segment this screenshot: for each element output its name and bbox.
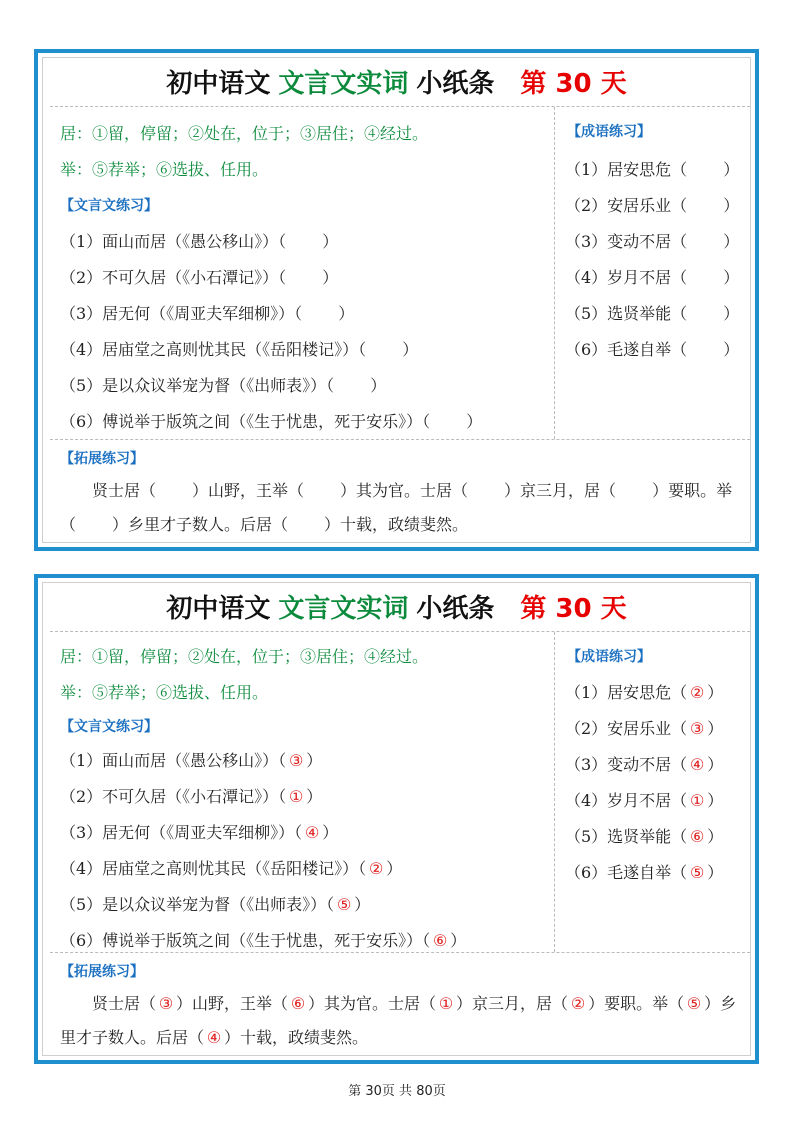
- idiom-answer-item: （4）岁月不居（ ① ）: [565, 791, 724, 810]
- left-column: [50, 632, 555, 952]
- answer-mark: ①: [289, 787, 304, 806]
- exercise-card-inner: [42, 57, 751, 543]
- title-type: 小纸条: [416, 69, 495, 99]
- answer-card: [34, 574, 759, 1064]
- exercise-card: [34, 49, 759, 551]
- answer-mark: ⑤: [690, 863, 705, 882]
- idiom-answer-item: （3）变动不居（ ④ ）: [565, 755, 724, 774]
- right-column: [555, 632, 750, 952]
- classical-section-tag: 【文言文练习】: [60, 719, 158, 735]
- title-topic: 文言文实词: [278, 594, 409, 624]
- title-subject: 初中语文: [166, 594, 271, 624]
- answer-mark: ②: [369, 859, 384, 878]
- extension-section: [50, 438, 750, 542]
- classical-item: （1）面山而居（《愚公移山》）（ ）: [60, 232, 339, 251]
- classical-item: （5）是以众议举宠为督（《出师表》）（ ）: [60, 376, 387, 395]
- classical-item: （3）居无何（《周亚夫军细柳》）（ ）: [60, 304, 355, 323]
- idiom-item: （2）安居乐业（ ）: [565, 196, 740, 215]
- idiom-answer-item: （1）居安思危（ ② ）: [565, 683, 724, 702]
- answer-mark: ③: [158, 994, 174, 1013]
- definition-jv: 举：⑤荐举；⑥选拔、任用。: [60, 160, 269, 179]
- idiom-section-tag: 【成语练习】: [567, 649, 651, 665]
- classical-item: （6）傅说举于版筑之间（《生于忧患，死于安乐》）（ ）: [60, 412, 483, 431]
- answer-mark: ⑥: [433, 931, 448, 950]
- idiom-item: （3）变动不居（ ）: [565, 232, 740, 251]
- title-day: 第 30 天: [520, 69, 627, 99]
- card-title: [43, 64, 750, 104]
- extension-paragraph: 贤士居（ ）山野，王举（ ）其为官。士居（ ）京三月，居（ ）要职。举（ ）乡里才子数人。后居（ ）十载，政绩斐然。: [60, 481, 733, 534]
- answer-mark: ⑥: [290, 994, 306, 1013]
- answer-mark: ⑤: [337, 895, 352, 914]
- answer-mark: ①: [690, 791, 705, 810]
- extension-answer-paragraph: 贤士居（ ③ ）山野，王举（ ⑥ ）其为官。士居（ ① ）京三月，居（ ② ）要职。举（ ⑤ ）乡里才子数人。后居（ ④ ）十载，政绩斐然。: [60, 987, 740, 1055]
- classical-answer-item: （1）面山而居（《愚公移山》）（ ③ ）: [60, 751, 323, 770]
- answer-mark: ⑥: [690, 827, 705, 846]
- idiom-item: （6）毛遂自举（ ）: [565, 340, 740, 359]
- answer-mark: ④: [305, 823, 320, 842]
- idiom-answer-item: （6）毛遂自举（ ⑤ ）: [565, 863, 724, 882]
- answer-grid: [50, 631, 750, 953]
- title-day: 第 30 天: [520, 594, 627, 624]
- classical-item: （4）居庙堂之高则忧其民（《岳阳楼记》）（ ）: [60, 340, 419, 359]
- answer-card-inner: [42, 582, 751, 1056]
- left-column: [50, 107, 555, 439]
- answer-mark: ④: [690, 755, 705, 774]
- idiom-answer-item: （2）安居乐业（ ③ ）: [565, 719, 724, 738]
- classical-answer-item: （4）居庙堂之高则忧其民（《岳阳楼记》）（ ② ）: [60, 859, 403, 878]
- classical-answer-item: （6）傅说举于版筑之间（《生于忧患，死于安乐》）（ ⑥ ）: [60, 931, 467, 950]
- classical-answer-item: （2）不可久居（《小石潭记》）（ ① ）: [60, 787, 323, 806]
- idiom-section-tag: 【成语练习】: [567, 124, 651, 140]
- idiom-answer-item: （5）选贤举能（ ⑥ ）: [565, 827, 724, 846]
- answer-mark: ④: [206, 1028, 222, 1047]
- title-subject: 初中语文: [166, 69, 271, 99]
- idiom-item: （1）居安思危（ ）: [565, 160, 740, 179]
- answer-mark: ③: [289, 751, 304, 770]
- page-footer: 第 30页 共 80页: [348, 1084, 446, 1099]
- answer-mark: ②: [690, 683, 705, 702]
- classical-answer-item: （5）是以众议举宠为督（《出师表》）（ ⑤ ）: [60, 895, 371, 914]
- extension-section-tag: 【拓展练习】: [60, 451, 144, 467]
- answer-mark: ⑤: [686, 994, 702, 1013]
- classical-answer-item: （3）居无何（《周亚夫军细柳》）（ ④ ）: [60, 823, 339, 842]
- idiom-item: （4）岁月不居（ ）: [565, 268, 740, 287]
- extension-section-tag: 【拓展练习】: [60, 964, 144, 980]
- answer-mark: ②: [570, 994, 586, 1013]
- exercise-grid: [50, 106, 750, 440]
- extension-section: [50, 951, 750, 1055]
- definition-ju: 居：①留，停留；②处在，位于；③居住；④经过。: [60, 647, 429, 666]
- definition-ju: 居：①留，停留；②处在，位于；③居住；④经过。: [60, 124, 429, 143]
- answer-mark: ③: [690, 719, 705, 738]
- answer-mark: ①: [438, 994, 454, 1013]
- classical-item: （2）不可久居（《小石潭记》）（ ）: [60, 268, 339, 287]
- title-topic: 文言文实词: [278, 69, 409, 99]
- classical-section-tag: 【文言文练习】: [60, 198, 158, 214]
- right-column: [555, 107, 750, 439]
- title-type: 小纸条: [416, 594, 495, 624]
- definition-jv: 举：⑤荐举；⑥选拔、任用。: [60, 683, 269, 702]
- card-title: [43, 589, 750, 629]
- idiom-item: （5）选贤举能（ ）: [565, 304, 740, 323]
